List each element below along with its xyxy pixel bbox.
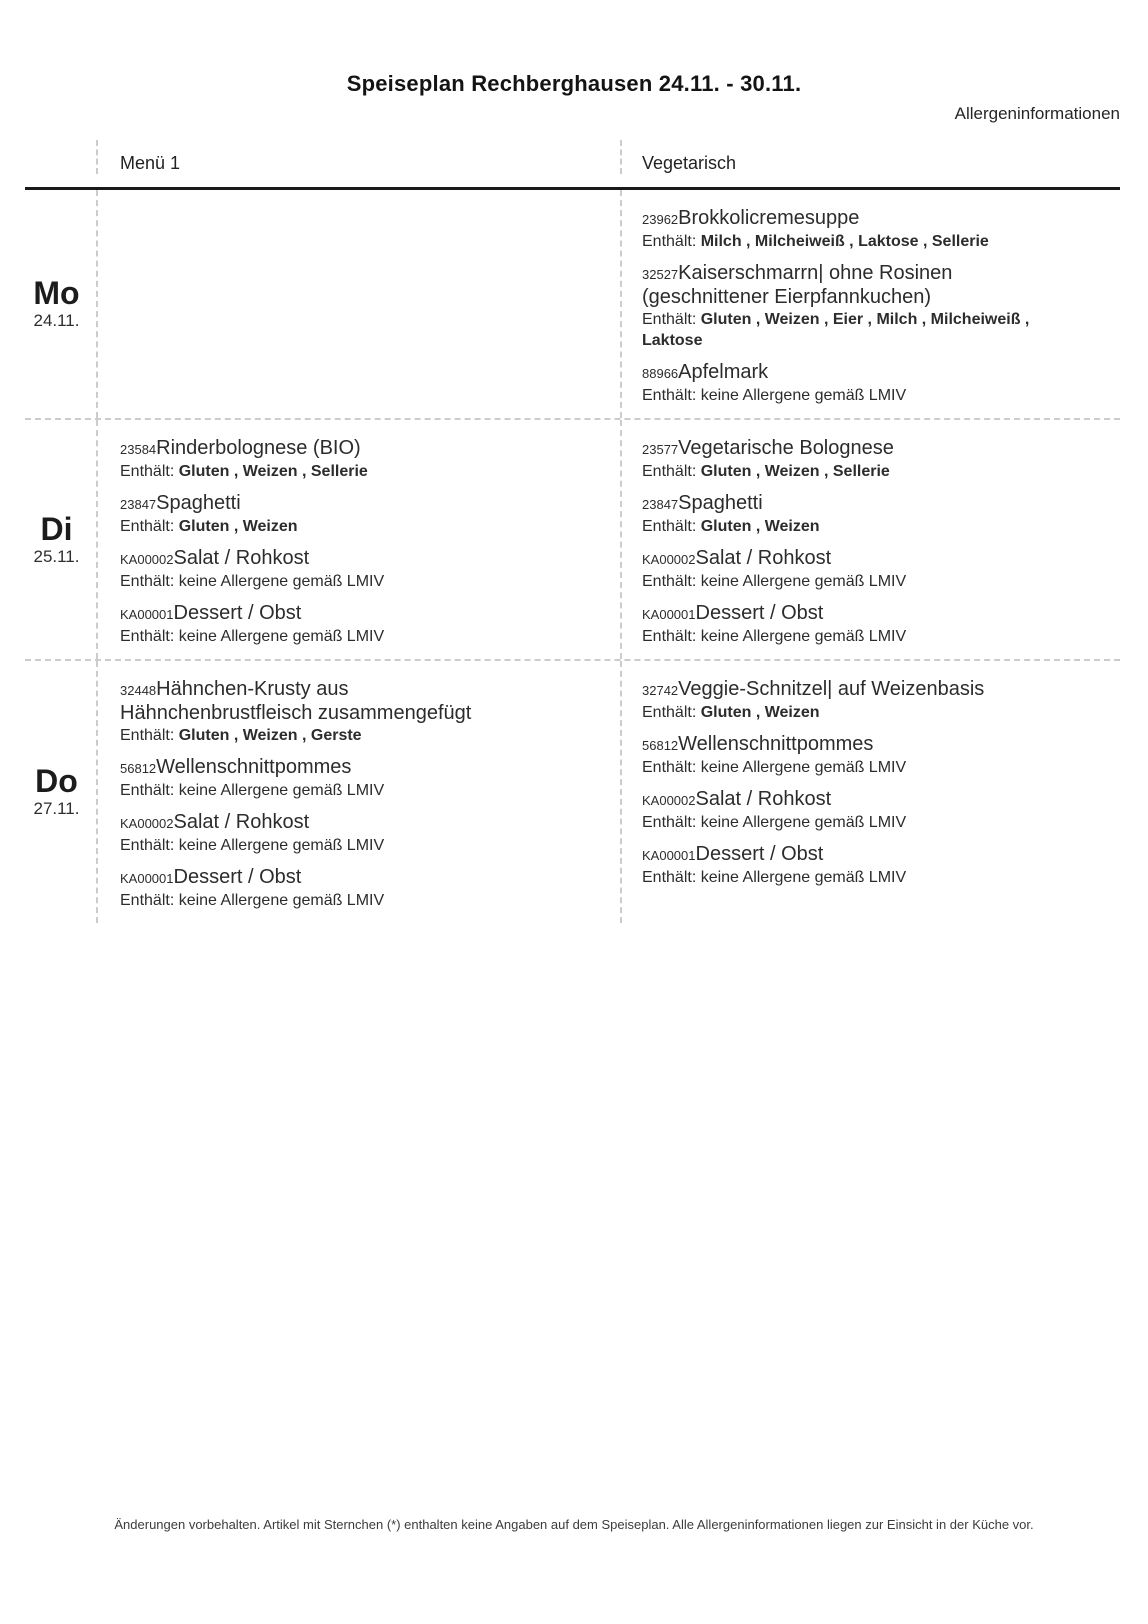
contains-label: Enthält: (642, 463, 701, 480)
dish-entry (642, 437, 1057, 482)
day-date: 25.11. (33, 546, 80, 566)
dish-code: KA00001 (642, 607, 696, 622)
allergen-line (120, 516, 535, 537)
allergen-list: keine Allergene gemäß LMIV (178, 782, 385, 799)
allergen-line (642, 385, 1057, 406)
allergen-line (642, 626, 1057, 647)
column-header-vegetarisch: Vegetarisch (620, 140, 1120, 174)
allergen-line (120, 626, 535, 647)
allergen-list: keine Allergene gemäß LMIV (700, 573, 907, 590)
dish-name: Dessert / Obst (695, 843, 824, 865)
allergen-list: keine Allergene gemäß LMIV (700, 628, 907, 645)
contains-label: Enthält: (642, 814, 701, 831)
day-cell (25, 661, 96, 923)
day-abbr: Do (35, 763, 78, 799)
dish-name: Salat / Rohkost (695, 547, 832, 569)
dish-code: 23584 (120, 442, 157, 457)
dish-code: KA00002 (642, 552, 696, 567)
allergen-line (642, 516, 1057, 537)
allergen-list: Gluten , Weizen (700, 704, 820, 721)
allergen-line (642, 309, 1057, 351)
dish-name: Salat / Rohkost (695, 788, 832, 810)
dish-entry (642, 843, 1057, 888)
contains-label: Enthält: (120, 892, 179, 909)
dish-code: 88966 (642, 366, 679, 381)
allergen-line (642, 571, 1057, 592)
dish-code: 23847 (120, 497, 157, 512)
day-date: 24.11. (33, 311, 80, 330)
dish-entry (642, 788, 1057, 833)
dish-entry (120, 678, 535, 746)
allergen-list: keine Allergene gemäß LMIV (700, 387, 907, 404)
dish-entry (120, 756, 535, 801)
dish-code: 32527 (642, 267, 679, 282)
dish-entry (642, 262, 1057, 351)
contains-label: Enthält: (642, 869, 701, 886)
dish-code: 23962 (642, 212, 679, 227)
dish-name: Wellenschnittpommes (678, 733, 874, 755)
allergen-list: keine Allergene gemäß LMIV (178, 892, 385, 909)
dish-code: 32742 (642, 683, 679, 698)
dish-entry (642, 602, 1057, 647)
contains-label: Enthält: (120, 573, 179, 590)
footer-note: Änderungen vorbehalten. Artikel mit Sternchen (*) enthalten keine Angaben auf dem Speiseplan. Alle Allergeninformationen liegen zur Einsicht in der Küche vor. (114, 1517, 1034, 1532)
contains-label: Enthält: (120, 727, 179, 744)
allergen-line (642, 461, 1057, 482)
allergen-list: Gluten , Weizen , Sellerie (700, 463, 890, 480)
dish-name: Rinderbolognese (BIO) (156, 437, 361, 459)
dish-entry (120, 811, 535, 856)
allergen-list: Gluten , Weizen , Gerste (178, 727, 362, 744)
contains-label: Enthält: (642, 233, 701, 250)
dish-code: KA00001 (120, 871, 174, 886)
contains-label: Enthält: (120, 628, 179, 645)
dish-code: 56812 (120, 761, 157, 776)
allergen-list: Milch , Milcheiweiß , Laktose , Sellerie (700, 233, 989, 250)
contains-label: Enthält: (642, 759, 701, 776)
allergen-list: keine Allergene gemäß LMIV (178, 837, 385, 854)
contains-label: Enthält: (120, 782, 179, 799)
contains-label: Enthält: (120, 518, 179, 535)
dish-code: KA00001 (642, 848, 696, 863)
day-cell (25, 420, 96, 659)
dish-entry (120, 866, 535, 911)
dish-code: KA00002 (120, 816, 174, 831)
menu-cell (620, 661, 1120, 923)
allergen-line (120, 890, 535, 911)
dish-code: 23577 (642, 442, 679, 457)
dish-entry (120, 437, 535, 482)
contains-label: Enthält: (642, 387, 701, 404)
dish-name: Spaghetti (156, 492, 241, 514)
allergen-list: keine Allergene gemäß LMIV (178, 573, 385, 590)
dish-name: Kaiserschmarrn| ohne Rosinen (geschnittener Eierpfannkuchen) (642, 262, 953, 308)
allergen-info-link[interactable]: Allergeninformationen (954, 104, 1120, 123)
dish-code: 32448 (120, 683, 157, 698)
dish-name: Dessert / Obst (173, 866, 302, 888)
day-cell (25, 190, 96, 418)
contains-label: Enthält: (642, 518, 701, 535)
dish-name: Hähnchen-Krusty aus Hähnchenbrustfleisch zusammengefügt (120, 678, 472, 724)
contains-label: Enthält: (642, 311, 701, 328)
dish-name: Dessert / Obst (173, 602, 302, 624)
dish-name: Spaghetti (678, 492, 763, 514)
dish-name: Wellenschnittpommes (156, 756, 352, 778)
allergen-list: keine Allergene gemäß LMIV (700, 759, 907, 776)
dish-code: 23847 (642, 497, 679, 512)
day-abbr: Mo (33, 275, 80, 311)
allergen-list: Gluten , Weizen (700, 518, 820, 535)
allergen-line (120, 461, 535, 482)
day-row (25, 190, 1120, 420)
dish-name: Veggie-Schnitzel| auf Weizenbasis (678, 678, 985, 700)
allergen-list: keine Allergene gemäß LMIV (700, 869, 907, 886)
allergen-line (642, 231, 1057, 252)
column-header-menu1: Menü 1 (96, 140, 620, 174)
allergen-list: Gluten , Weizen , Sellerie (178, 463, 368, 480)
day-date: 27.11. (33, 799, 80, 818)
day-row (25, 420, 1120, 661)
dish-code: 56812 (642, 738, 679, 753)
contains-label: Enthält: (642, 704, 701, 721)
allergen-list: Gluten , Weizen (178, 518, 298, 535)
dish-code: KA00001 (120, 607, 174, 622)
dish-name: Salat / Rohkost (173, 811, 310, 833)
dish-name: Dessert / Obst (695, 602, 824, 624)
allergen-list: Gluten , Weizen , Eier , Milch , Milcheiweiß , Laktose (642, 311, 1030, 349)
dish-entry (120, 602, 535, 647)
dish-name: Brokkolicremesuppe (678, 207, 860, 229)
allergen-line (120, 835, 535, 856)
dish-entry (642, 547, 1057, 592)
menu-cell (96, 420, 620, 659)
allergen-line (120, 725, 535, 746)
menu-cell (96, 661, 620, 923)
dish-entry (642, 207, 1057, 252)
allergen-line (642, 757, 1057, 778)
table-header-row (25, 134, 1120, 190)
allergen-line (120, 780, 535, 801)
dish-entry (120, 547, 535, 592)
dish-name: Salat / Rohkost (173, 547, 310, 569)
day-abbr: Di (40, 510, 73, 547)
allergen-line (642, 867, 1057, 888)
menu-table-body (25, 190, 1120, 923)
dish-entry (642, 361, 1057, 406)
allergen-line (642, 702, 1057, 723)
day-row (25, 661, 1120, 923)
contains-label: Enthält: (120, 463, 179, 480)
menu-cell (620, 420, 1120, 659)
dish-entry (642, 678, 1057, 723)
contains-label: Enthält: (120, 837, 179, 854)
allergen-line (120, 571, 535, 592)
contains-label: Enthält: (642, 573, 701, 590)
dish-code: KA00002 (642, 793, 696, 808)
dish-name: Apfelmark (678, 361, 769, 383)
menu-cell (96, 190, 620, 418)
menu-table (25, 134, 1120, 923)
dish-entry (642, 492, 1057, 537)
page-title: Speiseplan Rechberghausen 24.11. - 30.11. (346, 71, 802, 96)
menu-cell (620, 190, 1120, 418)
dish-name: Vegetarische Bolognese (678, 437, 894, 459)
contains-label: Enthält: (642, 628, 701, 645)
allergen-list: keine Allergene gemäß LMIV (178, 628, 385, 645)
allergen-line (642, 812, 1057, 833)
allergen-list: keine Allergene gemäß LMIV (700, 814, 907, 831)
dish-entry (120, 492, 535, 537)
dish-code: KA00002 (120, 552, 174, 567)
dish-entry (642, 733, 1057, 778)
